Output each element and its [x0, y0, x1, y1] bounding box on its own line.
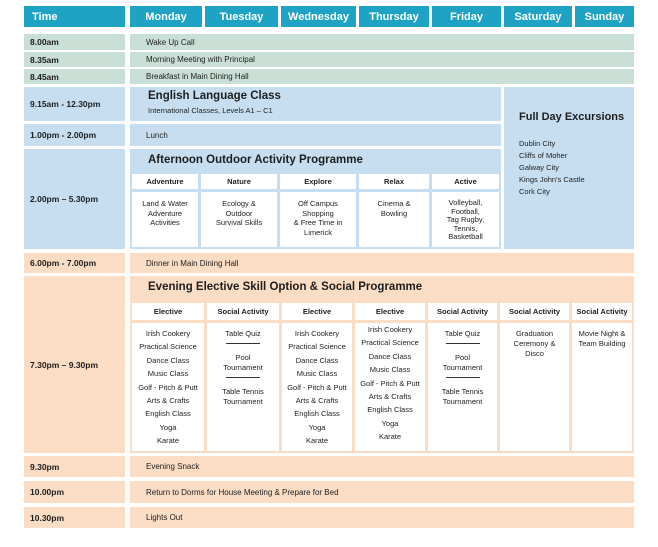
elective-item: Music Class: [147, 369, 189, 379]
time-wake: 8.00am: [24, 34, 125, 50]
elective-item: Karate: [305, 436, 329, 446]
divider: [207, 339, 279, 347]
row-breakfast: Breakfast in Main Dining Hall: [130, 69, 634, 84]
time-evening: 7.30pm – 9.30pm: [24, 276, 125, 453]
excursion-item: Kings John's Castle: [519, 175, 585, 184]
excursions-list: [519, 138, 585, 198]
elective-item: Irish Cookery: [145, 329, 191, 338]
row-lights: Lights Out: [130, 507, 634, 528]
social-item: Table Quiz: [444, 329, 481, 338]
row-wake: Wake Up Call: [130, 34, 634, 50]
header-time: Time: [24, 6, 125, 27]
elective-item: Dance Class: [146, 355, 190, 365]
evening-cell-thu: [355, 323, 425, 451]
elective-item: Arts & Crafts: [146, 396, 190, 406]
afternoon-cell-relax: [359, 192, 429, 247]
english-title: English Language Class: [148, 90, 281, 102]
cell-line: Volleyball,: [448, 198, 483, 207]
header-wednesday: Wednesday: [281, 6, 356, 27]
cell-line: Ecology &: [222, 199, 256, 208]
row-dinner: Dinner in Main Dining Hall: [130, 253, 634, 273]
afternoon-head-relax: Relax: [359, 174, 429, 189]
elective-item: Yoga: [308, 422, 326, 432]
evening-cell-wed: [282, 323, 352, 451]
header-tuesday: Tuesday: [205, 6, 278, 27]
cell-line: Outdoor: [225, 208, 253, 218]
elective-item: Dance Class: [368, 351, 412, 361]
afternoon-block: [130, 149, 501, 249]
elective-item: Golf - Pitch & Putt: [138, 382, 198, 392]
english-class-block: [130, 87, 501, 121]
time-dinner: 6.00pm - 7.00pm: [24, 253, 125, 273]
social-item: Table Tennis: [222, 387, 264, 396]
social-item: Tournament: [442, 363, 483, 372]
social-item: Tournament: [442, 397, 483, 406]
cell-line: Adventure: [147, 208, 183, 218]
afternoon-cell-nature: [201, 192, 277, 247]
elective-item: Music Class: [296, 369, 338, 379]
cell-line: Bowling: [380, 208, 408, 218]
cell-line: Tag Rugby,: [446, 215, 485, 225]
cell-line: Tennis,: [453, 223, 478, 233]
english-subtitle: International Classes, Levels A1 – C1: [148, 106, 273, 115]
cell-line: Limerick: [304, 227, 332, 237]
time-lights: 10.30pm: [24, 507, 125, 528]
social-item: Pool: [235, 353, 251, 362]
evening-cell-sat: [500, 323, 569, 451]
header-saturday: Saturday: [504, 6, 572, 27]
excursions-block: [504, 87, 634, 249]
cell-line: Land & Water: [142, 199, 188, 208]
row-meeting: Morning Meeting with Principal: [130, 52, 634, 67]
evening-head-thu: Elective: [355, 303, 425, 320]
evening-block: [130, 276, 634, 453]
time-english: 9.15am - 12.30pm: [24, 87, 125, 121]
elective-item: Practical Science: [288, 342, 346, 352]
afternoon-head-active: Active: [432, 174, 499, 189]
evening-head-wed: Elective: [282, 303, 352, 320]
elective-item: Practical Science: [139, 342, 197, 352]
cell-line: & Free Time in: [293, 218, 343, 227]
evening-cell-tue: [207, 323, 279, 451]
time-snack: 9.30pm: [24, 456, 125, 477]
elective-item: English Class: [294, 409, 340, 419]
elective-item: Yoga: [159, 422, 177, 432]
evening-head-tue: Social Activity: [207, 303, 279, 320]
afternoon-title: Afternoon Outdoor Activity Programme: [148, 154, 363, 166]
elective-item: Arts & Crafts: [368, 392, 412, 402]
social-item: Tournament: [223, 397, 263, 406]
row-lunch: Lunch: [130, 124, 501, 146]
elective-item: Karate: [156, 436, 180, 446]
cell-line: Shopping: [302, 208, 334, 218]
elective-item: Irish Cookery: [294, 329, 340, 338]
header-monday: Monday: [130, 6, 202, 27]
header-friday: Friday: [432, 6, 501, 27]
excursion-item: Galway City: [519, 163, 560, 172]
social-item: Movie Night &: [578, 329, 626, 338]
time-lunch: 1.00pm - 2.00pm: [24, 124, 125, 146]
cell-line: Off Campus: [298, 199, 338, 208]
excursion-item: Cork City: [519, 187, 550, 196]
social-item: Pool: [454, 353, 470, 362]
evening-head-sat: Social Activity: [500, 303, 569, 320]
afternoon-cell-active: [432, 192, 499, 247]
social-item: Tournament: [223, 363, 263, 372]
social-item: Graduation: [515, 329, 554, 338]
elective-item: Golf - Pitch & Putt: [287, 382, 347, 392]
elective-item: Yoga: [381, 418, 399, 428]
cell-line: Survival Skills: [215, 218, 263, 227]
elective-item: Arts & Crafts: [295, 396, 339, 406]
afternoon-head-explore: Explore: [280, 174, 356, 189]
cell-line: Cinema &: [377, 199, 411, 208]
evening-head-sun: Social Activity: [572, 303, 632, 320]
header-sunday: Sunday: [575, 6, 634, 27]
evening-title: Evening Elective Skill Option & Social Programme: [148, 281, 423, 293]
elective-item: Music Class: [369, 365, 411, 375]
social-item: Ceremony &: [513, 339, 556, 348]
time-dorms: 10.00pm: [24, 481, 125, 503]
excursion-item: Cliffs of Moher: [519, 151, 568, 160]
elective-item: English Class: [145, 409, 191, 419]
excursions-title: Full Day Excursions: [519, 111, 625, 123]
afternoon-cell-adventure: [132, 192, 198, 247]
divider: [428, 339, 497, 347]
evening-cell-sun: [572, 323, 632, 451]
time-afternoon: 2.00pm – 5.30pm: [24, 149, 125, 249]
time-breakfast: 8.45am: [24, 69, 125, 84]
cell-line: Football,: [451, 206, 480, 216]
elective-item: Dance Class: [295, 355, 339, 365]
afternoon-cell-explore: [280, 192, 356, 247]
evening-head-mon: Elective: [132, 303, 204, 320]
time-meeting: 8.35am: [24, 52, 125, 67]
evening-head-fri: Social Activity: [428, 303, 497, 320]
afternoon-head-nature: Nature: [201, 174, 277, 189]
elective-item: Karate: [378, 432, 402, 442]
excursion-item: Dublin City: [519, 139, 556, 148]
evening-cell-mon: [132, 323, 204, 451]
elective-item: Irish Cookery: [367, 325, 413, 334]
evening-cell-fri: [428, 323, 497, 451]
social-item: Disco: [525, 349, 544, 358]
cell-line: Basketball: [448, 232, 483, 242]
cell-line: Activities: [150, 218, 180, 227]
elective-item: English Class: [367, 405, 413, 415]
elective-item: Golf - Pitch & Putt: [360, 378, 420, 388]
row-dorms: Return to Dorms for House Meeting & Prepare for Bed: [130, 481, 634, 503]
row-snack: Evening Snack: [130, 456, 634, 477]
divider: [428, 373, 497, 381]
social-item: Team Building: [578, 339, 626, 348]
social-item: Table Tennis: [441, 387, 484, 396]
afternoon-head-adventure: Adventure: [132, 174, 198, 189]
divider: [207, 373, 279, 381]
social-item: Table Quiz: [225, 329, 261, 338]
header-thursday: Thursday: [359, 6, 429, 27]
elective-item: Practical Science: [361, 338, 419, 348]
